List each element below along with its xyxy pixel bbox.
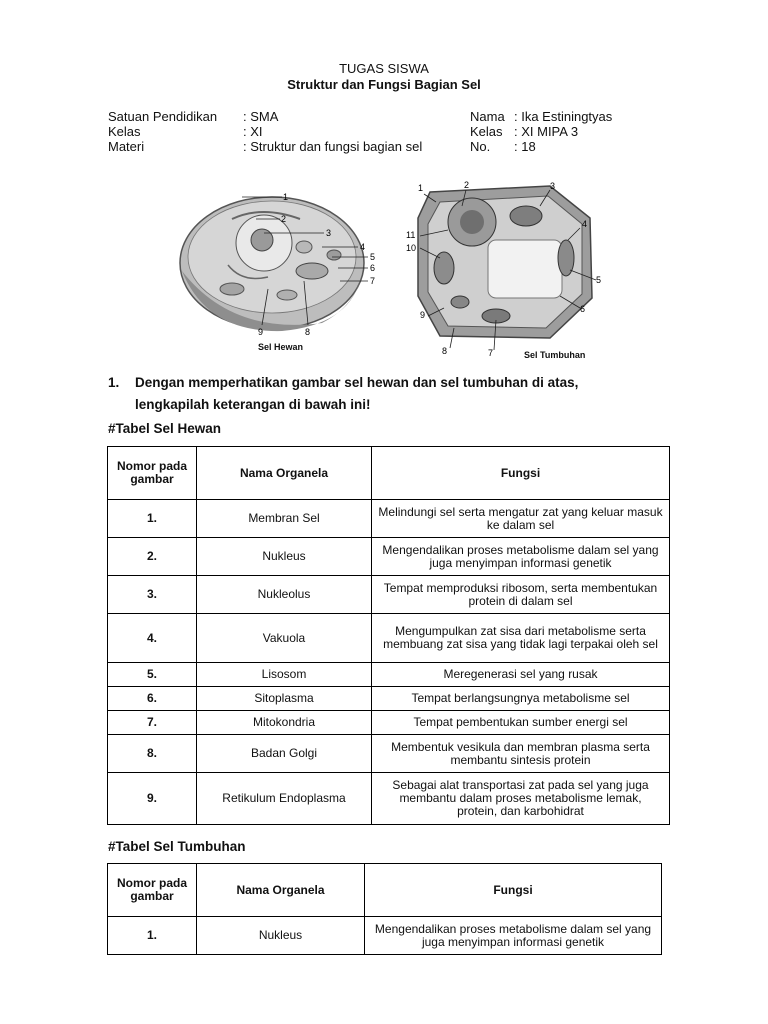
plant-label-3: 3 [550, 181, 556, 191]
table-row [108, 500, 670, 538]
cell-number: 8. [108, 735, 197, 773]
animal-organelle-table [107, 446, 670, 825]
cell-organelle: Membran Sel [197, 500, 372, 538]
plant-label-10: 10 [406, 243, 417, 253]
table-row [108, 663, 670, 687]
plant-cell-diagram [400, 178, 620, 358]
info-row [470, 109, 612, 124]
page-title: TUGAS SISWA [339, 61, 429, 76]
info-label: Materi [108, 139, 145, 154]
animal-label-2: 2 [281, 214, 287, 224]
cell-organelle: Vakuola [197, 614, 372, 663]
column-header-number: Nomor pada gambar [108, 864, 197, 917]
question-number: 1. [108, 375, 120, 390]
cell-function: Tempat pembentukan sumber energi sel [372, 711, 670, 735]
animal-label-9: 9 [258, 327, 264, 337]
cell-function: Meregenerasi sel yang rusak [372, 663, 670, 687]
table-row [108, 917, 662, 955]
cell-number: 3. [108, 576, 197, 614]
info-value: : Ika Estiningtyas [514, 109, 613, 124]
info-value: : XI [243, 124, 263, 139]
table-row [108, 614, 670, 663]
cell-number: 6. [108, 687, 197, 711]
plant-label-11: 11 [406, 230, 416, 240]
table-row [108, 773, 670, 825]
table-row [108, 576, 670, 614]
cell-function: Membentuk vesikula dan membran plasma serta membantu sintesis protein [372, 735, 670, 773]
cell-number: 4. [108, 614, 197, 663]
cell-organelle: Nukleus [197, 917, 365, 955]
info-row [108, 139, 422, 154]
question-1 [108, 372, 655, 416]
cell-organelle: Badan Golgi [197, 735, 372, 773]
cell-organelle: Nukleolus [197, 576, 372, 614]
identity-right [470, 109, 612, 154]
cell-function: Mengendalikan proses metabolisme dalam sel yang juga menyimpan informasi genetik [365, 917, 662, 955]
plant-label-4: 4 [582, 219, 588, 229]
info-row [108, 124, 422, 139]
info-label: No. [470, 139, 491, 154]
info-row [470, 124, 612, 139]
info-label: Nama [470, 109, 505, 124]
cell-number: 2. [108, 538, 197, 576]
cell-number: 5. [108, 663, 197, 687]
info-value: : XI MIPA 3 [514, 124, 579, 139]
info-value: : 18 [514, 139, 536, 154]
cell-function: Mengumpulkan zat sisa dari metabolisme serta membuang zat sisa yang tidak lagi terpakai oleh sel [372, 614, 670, 663]
info-value: : SMA [243, 109, 279, 124]
plant-label-6: 6 [580, 304, 586, 314]
question-text: Dengan memperhatikan gambar sel hewan dan sel tumbuhan di atas, lengkapilah keterangan di bawah ini! [135, 375, 579, 412]
animal-label-5: 5 [370, 252, 376, 262]
animal-label-8: 8 [305, 327, 311, 337]
plant-cell-caption: Sel Tumbuhan [524, 350, 586, 360]
plant-label-1: 1 [418, 183, 424, 193]
column-header-name: Nama Organela [197, 447, 372, 500]
column-header-name: Nama Organela [197, 864, 365, 917]
info-label: Kelas [470, 124, 503, 139]
cell-organelle: Lisosom [197, 663, 372, 687]
cell-organelle: Mitokondria [197, 711, 372, 735]
plant-label-2: 2 [464, 180, 470, 190]
info-value: : Struktur dan fungsi bagian sel [243, 139, 423, 154]
table-row [108, 687, 670, 711]
info-label: Satuan Pendidikan [108, 109, 218, 124]
cell-function: Mengendalikan proses metabolisme dalam sel yang juga menyimpan informasi genetik [372, 538, 670, 576]
table-header-row [108, 864, 662, 917]
cell-function: Melindungi sel serta mengatur zat yang keluar masuk ke dalam sel [372, 500, 670, 538]
plant-organelle-table [107, 863, 662, 955]
table-tumbuhan-title: #Tabel Sel Tumbuhan [108, 839, 246, 854]
plant-label-7: 7 [488, 348, 494, 358]
plant-label-5: 5 [596, 275, 602, 285]
cell-function: Tempat memproduksi ribosom, serta membentukan protein di dalam sel [372, 576, 670, 614]
cell-organelle: Sitoplasma [197, 687, 372, 711]
column-header-number: Nomor pada gambar [108, 447, 197, 500]
table-row [108, 735, 670, 773]
animal-label-3: 3 [326, 228, 332, 238]
cell-number: 1. [108, 500, 197, 538]
info-row [470, 139, 612, 154]
table-row [108, 711, 670, 735]
animal-label-7: 7 [370, 276, 376, 286]
cell-number: 1. [108, 917, 197, 955]
animal-cell-diagram [172, 185, 394, 355]
page-subtitle: Struktur dan Fungsi Bagian Sel [287, 77, 481, 92]
plant-label-9: 9 [420, 310, 426, 320]
identity-left [108, 109, 422, 154]
table-hewan-title: #Tabel Sel Hewan [108, 421, 222, 436]
info-label: Kelas [108, 124, 141, 139]
table-header-row [108, 447, 670, 500]
cell-function: Sebagai alat transportasi zat pada sel yang juga membantu dalam proses metabolisme lemak, protein, dan karbohidrat [372, 773, 670, 825]
table-row [108, 538, 670, 576]
animal-label-4: 4 [360, 242, 366, 252]
cell-organelle: Retikulum Endoplasma [197, 773, 372, 825]
cell-function: Tempat berlangsungnya metabolisme sel [372, 687, 670, 711]
animal-label-1: 1 [283, 192, 289, 202]
animal-cell-caption: Sel Hewan [258, 342, 304, 352]
plant-label-8: 8 [442, 346, 448, 356]
info-row [108, 109, 422, 124]
cell-number: 7. [108, 711, 197, 735]
column-header-function: Fungsi [365, 864, 662, 917]
animal-label-6: 6 [370, 263, 376, 273]
column-header-function: Fungsi [372, 447, 670, 500]
cell-number: 9. [108, 773, 197, 825]
cell-organelle: Nukleus [197, 538, 372, 576]
